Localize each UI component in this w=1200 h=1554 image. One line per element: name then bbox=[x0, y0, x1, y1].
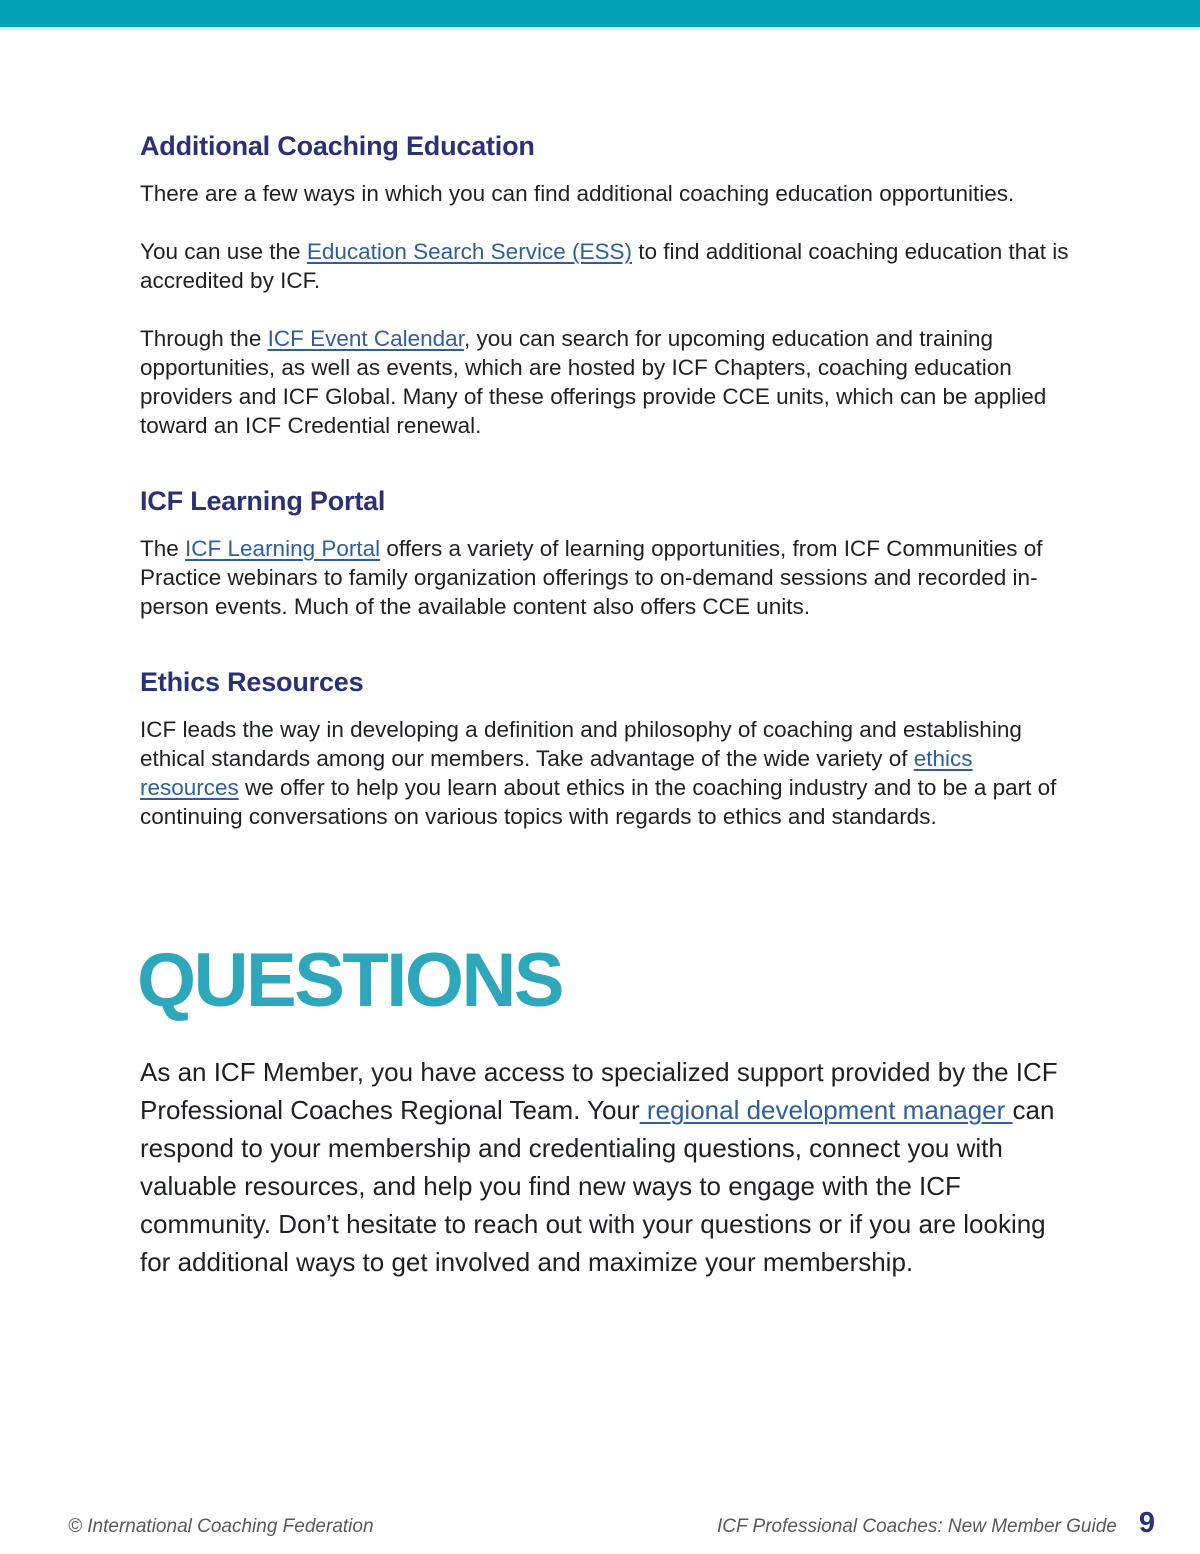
icf-learning-portal-link[interactable]: ICF Learning Portal bbox=[185, 536, 381, 562]
regional-development-manager-link[interactable]: regional development manager bbox=[639, 1095, 1013, 1126]
section-heading-icf-learning-portal: ICF Learning Portal bbox=[140, 486, 386, 517]
page-content bbox=[137, 131, 1070, 1281]
text-run: we offer to help you learn about ethics in the coaching industry and to be a part of continuing conversations on various topics with regards to ethics and standards. bbox=[140, 775, 1057, 830]
ethics-resources-link[interactable]: ethics resources bbox=[140, 746, 973, 801]
paragraph bbox=[140, 715, 1070, 831]
section-heading-additional-coaching-education: Additional Coaching Education bbox=[140, 131, 535, 161]
paragraph bbox=[140, 237, 1070, 295]
page-footer bbox=[68, 1507, 1155, 1540]
questions-paragraph bbox=[140, 1053, 1070, 1281]
section-heading-ethics-resources: Ethics Resources bbox=[140, 667, 364, 698]
questions-display-heading: QUESTIONS bbox=[137, 938, 563, 1024]
text-run: to find additional coaching education that is accredited by ICF. bbox=[140, 239, 1069, 294]
paragraph bbox=[140, 324, 1070, 440]
footer-right-group bbox=[717, 1507, 1155, 1540]
text-run: Through the bbox=[140, 326, 268, 352]
paragraph bbox=[140, 179, 1070, 208]
text-run: As an ICF Member, you have access to specialized support provided by the ICF Professional Coaches Regional Team. Your bbox=[140, 1057, 1058, 1126]
page-number: 9 bbox=[1138, 1507, 1155, 1539]
text-run: , you can search for upcoming education and training opportunities, as well as events, which are hosted by ICF Chapters, coaching education providers and ICF Global. Many of these offerings provide CCE units, which can be applied toward an ICF Credential renewal. bbox=[140, 326, 1047, 439]
text-run: The bbox=[140, 536, 186, 562]
text-run: offers a variety of learning opportunities, from ICF Communities of Practice webinars to family organization offerings to on-demand sessions and recorded in-person events. Much of the available content also offers CCE units. bbox=[140, 536, 1043, 620]
text-run: can respond to your membership and credentialing questions, connect you with valuable resources, and help you find new ways to engage with the ICF community. Don’t hesitate to reach out with your questions or if you are looking for additional ways to get involved and maximize your membership. bbox=[140, 1095, 1055, 1278]
text-run: ICF leads the way in developing a definition and philosophy of coaching and establishing ethical standards among our members. Take advantage of the wide variety of bbox=[140, 717, 1022, 772]
document-title-text: ICF Professional Coaches: New Member Guide bbox=[716, 1516, 1117, 1537]
text-run: There are a few ways in which you can find additional coaching education opportunities. bbox=[140, 181, 1015, 207]
education-search-service-link[interactable]: Education Search Service (ESS) bbox=[306, 239, 632, 265]
icf-event-calendar-link[interactable]: ICF Event Calendar bbox=[267, 326, 464, 352]
copyright-text: © International Coaching Federation bbox=[68, 1516, 374, 1537]
paragraph bbox=[140, 534, 1070, 621]
text-run: You can use the bbox=[140, 239, 307, 265]
top-accent-bar bbox=[0, 0, 1200, 30]
